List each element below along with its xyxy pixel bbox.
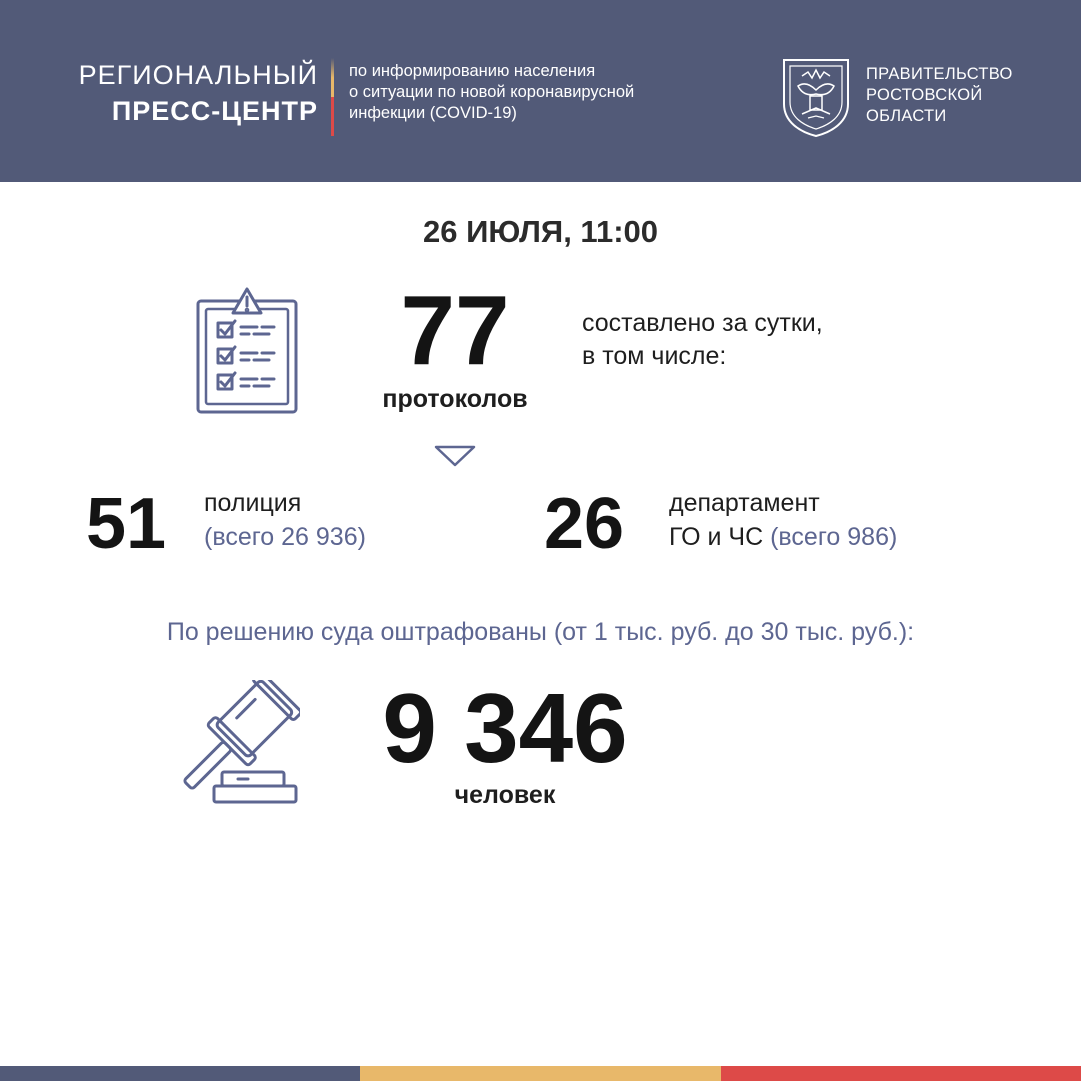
department-block: [669, 486, 897, 554]
protocols-unit: протоколов: [382, 385, 528, 413]
header: [0, 0, 1081, 182]
government-title-line: ПРАВИТЕЛЬСТВО: [866, 65, 1013, 83]
bottom-bar-segment: [721, 1066, 1081, 1081]
department-label-line2: [669, 520, 897, 554]
coat-of-arms-icon: [780, 56, 852, 138]
protocols-description-line: в том числе:: [582, 342, 727, 370]
brand-title-line2: ПРЕСС-ЦЕНТР: [111, 96, 318, 126]
brand-description: [349, 61, 634, 124]
triangle-down-icon: [434, 444, 476, 468]
department-name: ГО и ЧС: [669, 523, 764, 551]
bottom-bar-segment: [360, 1066, 720, 1081]
police-count: 51: [86, 484, 167, 564]
court-fines-text: По решению суда оштрафованы (от 1 тыс. руб. до 30 тыс. руб.):: [166, 618, 915, 646]
brand-title-line1: РЕГИОНАЛЬНЫЙ: [78, 60, 318, 90]
checklist-warning-icon: [195, 287, 299, 415]
government-title: [866, 64, 1013, 127]
bottom-color-bar: [0, 1066, 1081, 1081]
report-date: 26 ИЮЛЯ, 11:00: [423, 214, 658, 249]
department-total: (всего 986): [770, 523, 898, 551]
brand-description-line: о ситуации по новой коронавирусной: [349, 83, 635, 101]
gavel-icon: [178, 680, 300, 810]
protocols-description: [582, 307, 823, 373]
fined-count: 9 346: [382, 673, 628, 783]
protocols-count: 77: [400, 275, 510, 385]
government-title-line: РОСТОВСКОЙ: [866, 86, 983, 104]
brand-description-line: по информированию населения: [349, 62, 596, 80]
government-title-line: ОБЛАСТИ: [866, 107, 947, 125]
fined-unit: человек: [454, 781, 556, 809]
police-total: (всего 26 936): [204, 523, 366, 551]
police-label: полиция: [204, 489, 302, 517]
department-label: департамент: [669, 489, 820, 517]
brand-description-line: инфекции (COVID-19): [349, 104, 517, 122]
protocols-description-line: составлено за сутки,: [582, 309, 823, 337]
police-block: [204, 486, 366, 554]
brand-divider: [331, 58, 334, 136]
bottom-bar-segment: [0, 1066, 360, 1081]
department-count: 26: [544, 484, 625, 564]
